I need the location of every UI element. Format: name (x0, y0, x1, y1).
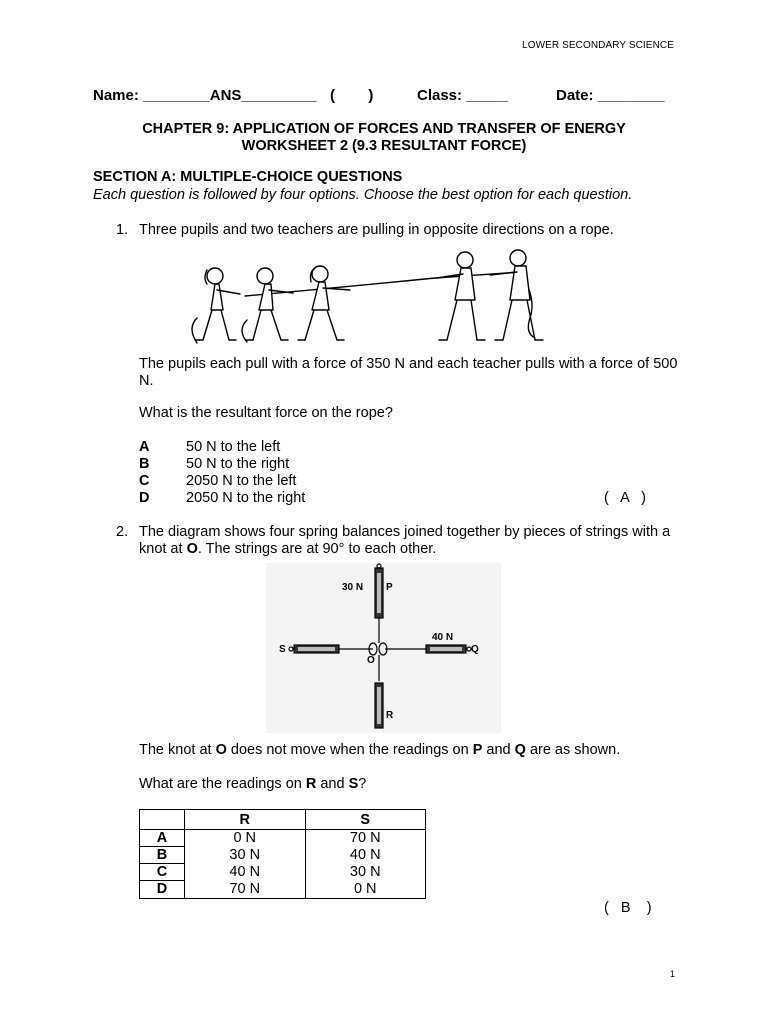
table-cell: C (140, 864, 185, 881)
q1-option-letter: B (139, 456, 150, 472)
q2-knot-text: The knot at O does not move when the readings on P and Q are as shown. (139, 742, 621, 758)
table-header (140, 810, 185, 830)
subject-header: LOWER SECONDARY SCIENCE (522, 40, 674, 51)
readings-table (139, 809, 426, 899)
q1-option-letter: C (139, 473, 150, 489)
class-field: Class: _____ (417, 87, 508, 104)
table-cell: 40 N (185, 864, 306, 881)
spring-balance-r (375, 683, 383, 728)
table-cell: 40 N (305, 847, 426, 864)
table-cell: 0 N (185, 830, 306, 847)
q1-text: Three pupils and two teachers are pulling in opposite directions on a rope. (139, 222, 614, 238)
q1-option-text: 2050 N to the left (186, 473, 297, 489)
worksheet-title: WORKSHEET 2 (9.3 RESULTANT FORCE) (241, 138, 527, 154)
table-header: S (305, 810, 426, 830)
q1-option-text: 2050 N to the right (186, 490, 306, 506)
pupil-figure (192, 268, 240, 343)
q1-option-text: 50 N to the left (186, 439, 281, 455)
index-field: ( ) (330, 87, 374, 104)
q1-detail: The pupils each pull with a force of 350 N and each teacher pulls with a force of 500 N. (139, 356, 678, 389)
p-label: P (386, 582, 393, 593)
spring-balance-p (375, 564, 383, 618)
q-reading-label: 40 N (432, 632, 454, 643)
table-cell: 0 N (305, 881, 426, 899)
q1-answer: ( A ) (604, 490, 646, 506)
teacher-figure (490, 250, 543, 340)
table-cell: 30 N (185, 847, 306, 864)
q1-option-text: 50 N to the right (186, 456, 290, 472)
o-label: O (367, 655, 375, 666)
table-row (140, 881, 426, 899)
p-reading-label: 30 N (342, 582, 364, 593)
pupil-figure (298, 266, 350, 340)
section-instruction: Each question is followed by four options. Choose the best option for each question. (93, 187, 633, 203)
chapter-title: CHAPTER 9: APPLICATION OF FORCES AND TRANSFER OF ENERGY (142, 121, 626, 137)
table-row (140, 864, 426, 881)
table-row (140, 847, 426, 864)
table-header-row (140, 810, 426, 830)
table-cell: 70 N (305, 830, 426, 847)
table-header: R (185, 810, 306, 830)
spring-balance-s (289, 645, 339, 653)
q1-option-letter: D (139, 490, 150, 506)
table-cell: 70 N (185, 881, 306, 899)
q2-number: 2. (116, 524, 129, 540)
page-number: 1 (669, 969, 675, 979)
s-label: S (279, 644, 286, 655)
q-label: Q (471, 644, 479, 655)
section-heading: SECTION A: MULTIPLE-CHOICE QUESTIONS (93, 169, 403, 185)
q1-number: 1. (116, 222, 129, 238)
q2-question: What are the readings on R and S? (139, 776, 367, 792)
teacher-figure (437, 252, 485, 340)
date-field: Date: ________ (556, 87, 665, 104)
q1-question: What is the resultant force on the rope? (139, 405, 393, 421)
table-cell: 30 N (305, 864, 426, 881)
pupil-figure (242, 268, 293, 342)
name-field: Name: ________ANS_________ (93, 87, 317, 104)
spring-balance-q (426, 645, 471, 653)
table-cell: A (140, 830, 185, 847)
q2-text: The diagram shows four spring balances joined together by pieces of strings with a knot at O. The strings are at 90° to each other. (139, 524, 671, 557)
table-cell: B (140, 847, 185, 864)
table-row (140, 830, 426, 847)
q1-option-letter: A (139, 439, 150, 455)
tug-of-war-illustration (185, 248, 555, 348)
table-cell: D (140, 881, 185, 899)
r-label: R (386, 710, 394, 721)
spring-balance-diagram (266, 563, 501, 733)
q2-answer: ( B ) (604, 900, 652, 916)
